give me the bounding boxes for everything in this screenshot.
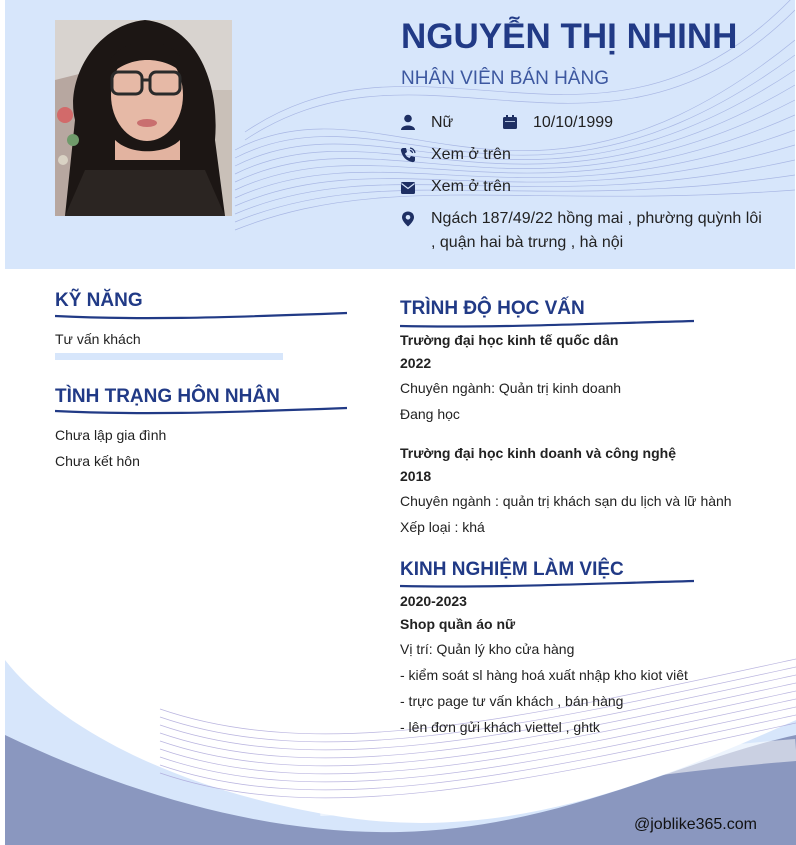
phone-icon [400,147,416,163]
marital-line-2: Chưa kết hôn [55,453,140,469]
education-school-2: Trường đại học kinh doanh và công nghệ [400,445,676,461]
address-line-2: , quận hai bà trưng , hà nội [431,234,624,251]
experience-duty-2: - trực page tư vấn khách , bán hàng [400,693,624,709]
phone-value: Xem ở trên [431,146,511,163]
email-value: Xem ở trên [431,178,511,195]
marital-line-1: Chưa lập gia đình [55,427,167,443]
gender-value: Nữ [431,114,454,131]
education-school-1: Trường đại học kinh tế quốc dân [400,332,619,348]
profile-photo [55,20,232,216]
education-major-1: Chuyên ngành: Quản trị kinh doanh [400,380,622,396]
education-heading: TRÌNH ĐỘ HỌC VẤN [400,298,585,319]
marital-heading-underline [55,405,350,417]
experience-company: Shop quần áo nữ [400,616,516,632]
education-year-1: 2022 [400,355,432,371]
email-row [400,175,760,199]
education-status-1: Đang học [400,406,460,422]
job-title: NHÂN VIÊN BÁN HÀNG [401,68,609,89]
experience-heading: KINH NGHIỆM LÀM VIỆC [400,559,624,580]
candidate-name: NGUYỄN THỊ NHINH [401,17,738,56]
education-year-2: 2018 [400,468,432,484]
skill-level-bar [55,353,283,360]
marital-heading: TÌNH TRẠNG HÔN NHÂN [55,386,280,407]
experience-role: Vị trí: Quản lý kho cửa hàng [400,641,575,657]
experience-heading-underline [400,578,696,590]
address-line-1: Ngách 187/49/22 hồng mai , phường quỳnh lôi [431,210,762,227]
phone-row [400,143,760,167]
experience-duty-3: - lên đơn gửi khách viettel , ghtk [400,719,600,735]
education-major-2: Chuyên ngành : quản trị khách sạn du lịch và lữ hành [400,493,732,509]
calendar-icon [502,114,518,130]
address-row [400,207,770,257]
envelope-icon [400,180,416,196]
skills-heading: KỸ NĂNG [55,290,143,311]
birthday-value: 10/10/1999 [533,114,614,131]
watermark-text: @joblike365.com [634,816,757,833]
user-icon [400,114,416,130]
skills-heading-underline [55,310,350,322]
skill-item-label: Tư vấn khách [55,331,141,347]
experience-duty-1: - kiểm soát sl hàng hoá xuất nhập kho kiot viêt [400,667,688,683]
location-pin-icon [400,211,416,227]
bottom-wave-decoration [0,600,796,845]
gender-birthday-row [400,111,760,135]
education-status-2: Xếp loại : khá [400,519,485,535]
experience-period: 2020-2023 [400,593,467,609]
education-heading-underline [400,318,696,330]
